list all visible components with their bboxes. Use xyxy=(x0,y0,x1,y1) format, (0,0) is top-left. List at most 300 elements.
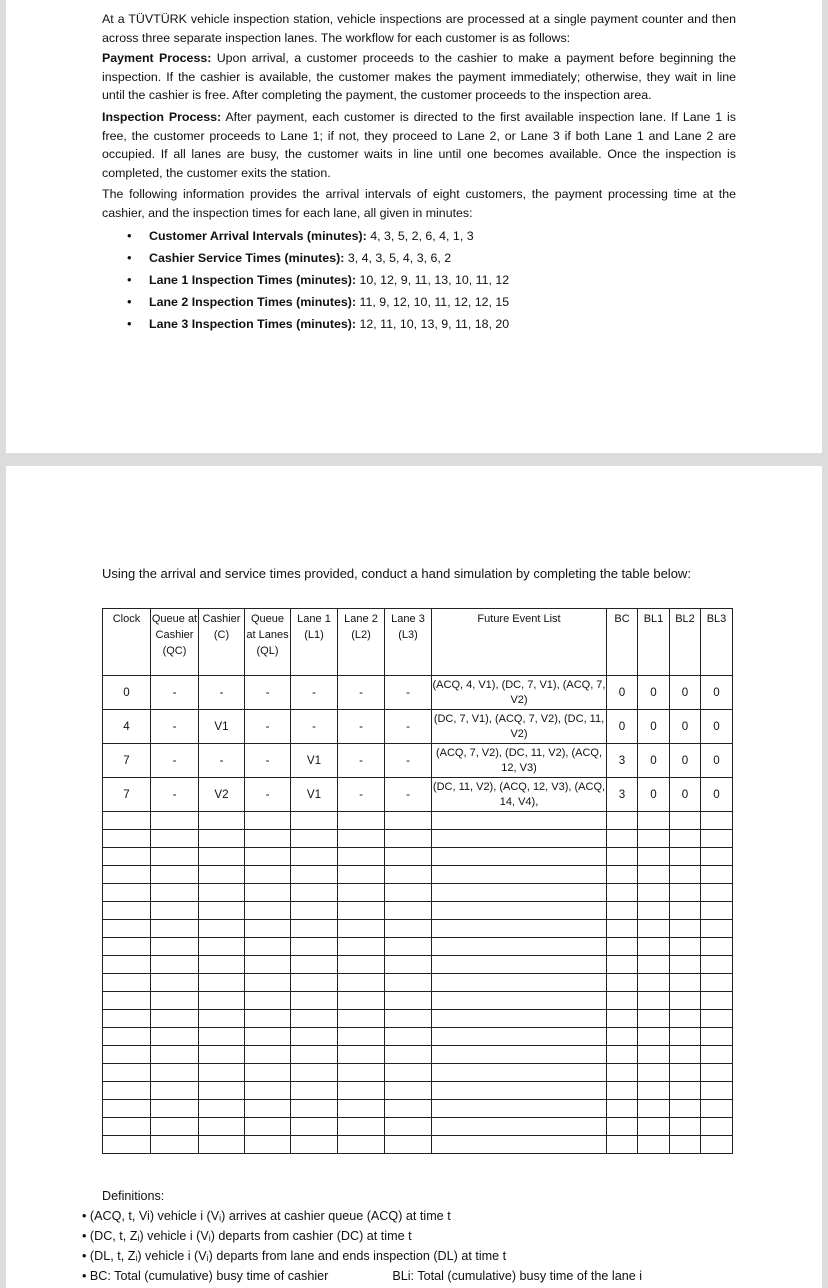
table-cell-empty xyxy=(103,1046,151,1064)
table-cell-empty xyxy=(638,920,670,938)
inspection-label: Inspection Process: xyxy=(102,109,222,124)
table-cell-empty xyxy=(103,992,151,1010)
table-row-empty xyxy=(103,1100,733,1118)
table-cell-empty xyxy=(701,1064,733,1082)
table-cell-empty xyxy=(701,956,733,974)
table-cell-empty xyxy=(638,1028,670,1046)
table-cell-empty xyxy=(199,938,245,956)
table-cell-empty xyxy=(103,1082,151,1100)
table-cell-empty xyxy=(385,902,432,920)
table-cell-empty xyxy=(432,1064,607,1082)
table-cell-empty xyxy=(638,1064,670,1082)
table-cell-empty xyxy=(338,992,385,1010)
table-cell-empty xyxy=(607,1028,638,1046)
table-cell: 0 xyxy=(701,676,733,710)
table-cell-empty xyxy=(385,1064,432,1082)
table-cell-empty xyxy=(199,1046,245,1064)
table-cell-empty xyxy=(338,1064,385,1082)
table-cell-empty xyxy=(638,902,670,920)
table-cell-empty xyxy=(607,1100,638,1118)
table-cell-empty xyxy=(670,1046,701,1064)
table-cell-empty xyxy=(291,848,338,866)
table-cell-empty xyxy=(199,1100,245,1118)
table-cell-empty xyxy=(103,956,151,974)
table-cell: 3 xyxy=(607,778,638,812)
table-cell-empty xyxy=(432,1136,607,1154)
table-cell: - xyxy=(291,676,338,710)
table-cell-empty xyxy=(432,866,607,884)
table-row-empty xyxy=(103,1082,733,1100)
header-cashier: Cashier (C) xyxy=(199,609,245,676)
table-row-empty xyxy=(103,938,733,956)
table-cell-empty xyxy=(151,974,199,992)
table-cell-empty xyxy=(338,884,385,902)
table-cell-empty xyxy=(103,1064,151,1082)
table-cell-empty xyxy=(670,848,701,866)
table-cell: - xyxy=(385,710,432,744)
table-cell: - xyxy=(151,676,199,710)
bullet-values: 12, 11, 10, 13, 9, 11, 18, 20 xyxy=(359,316,510,331)
table-cell-empty xyxy=(432,830,607,848)
table-cell-empty xyxy=(607,1082,638,1100)
table-row xyxy=(103,744,733,778)
table-cell-empty xyxy=(432,956,607,974)
table-cell-empty xyxy=(338,866,385,884)
table-cell-empty xyxy=(670,974,701,992)
table-row-empty xyxy=(103,1028,733,1046)
table-cell-empty xyxy=(245,884,291,902)
table-cell-empty xyxy=(199,1028,245,1046)
table-cell-empty xyxy=(151,1028,199,1046)
table-cell-empty xyxy=(151,956,199,974)
table-cell-empty xyxy=(245,920,291,938)
table-cell: - xyxy=(385,744,432,778)
table-cell-empty xyxy=(638,866,670,884)
table-cell-empty xyxy=(638,848,670,866)
table-cell-empty xyxy=(338,830,385,848)
table-cell: V1 xyxy=(291,744,338,778)
table-cell-empty xyxy=(607,992,638,1010)
table-cell-empty xyxy=(199,1010,245,1028)
table-cell-empty xyxy=(103,1136,151,1154)
header-queue-lanes: Queue at Lanes (QL) xyxy=(245,609,291,676)
table-cell-empty xyxy=(291,1100,338,1118)
table-cell-empty xyxy=(151,848,199,866)
table-cell-empty xyxy=(670,812,701,830)
table-row-empty xyxy=(103,920,733,938)
table-row-empty xyxy=(103,1118,733,1136)
list-item xyxy=(102,247,736,269)
table-cell-empty xyxy=(199,848,245,866)
bullet-label: Lane 3 Inspection Times (minutes): xyxy=(149,316,357,331)
table-cell-empty xyxy=(291,830,338,848)
payment-text: Upon arrival, a customer proceeds to the cashier to make a payment before beginning the inspection. If the cashier is available, the customer makes the payment immediately; otherwise, they wait in line until the cashier is free. After completing the payment, the customer proceeds to the inspection area. xyxy=(102,51,736,103)
table-cell-empty xyxy=(151,1082,199,1100)
table-row-empty xyxy=(103,812,733,830)
table-cell-empty xyxy=(103,866,151,884)
table-cell-empty xyxy=(607,1010,638,1028)
table-cell-empty xyxy=(432,974,607,992)
table-cell-empty xyxy=(338,974,385,992)
table-cell-empty xyxy=(291,920,338,938)
table-cell-empty xyxy=(701,1082,733,1100)
table-cell-empty xyxy=(151,1100,199,1118)
table-cell-empty xyxy=(103,1118,151,1136)
table-cell: 0 xyxy=(638,744,670,778)
table-cell-empty xyxy=(607,1046,638,1064)
table-cell: 0 xyxy=(670,744,701,778)
table-cell-empty xyxy=(338,1046,385,1064)
simulation-table xyxy=(102,608,733,1154)
table-cell: 0 xyxy=(701,744,733,778)
table-cell: (ACQ, 4, V1), (DC, 7, V1), (ACQ, 7, V2) xyxy=(432,676,607,710)
table-cell-empty xyxy=(701,938,733,956)
table-cell-empty xyxy=(245,902,291,920)
table-cell-empty xyxy=(291,1046,338,1064)
table-cell-empty xyxy=(638,1136,670,1154)
table-cell: V2 xyxy=(199,778,245,812)
table-cell: - xyxy=(151,778,199,812)
bullet-values: 4, 3, 5, 2, 6, 4, 1, 3 xyxy=(370,228,474,243)
table-cell-empty xyxy=(291,866,338,884)
table-cell: - xyxy=(338,778,385,812)
table-cell-empty xyxy=(638,1046,670,1064)
table-cell: - xyxy=(245,676,291,710)
table-cell: - xyxy=(291,710,338,744)
table-cell-empty xyxy=(199,974,245,992)
table-cell-empty xyxy=(670,902,701,920)
table-cell-empty xyxy=(151,866,199,884)
table-cell: 7 xyxy=(103,778,151,812)
table-cell-empty xyxy=(432,848,607,866)
header-bc: BC xyxy=(607,609,638,676)
problem-statement xyxy=(102,10,736,335)
table-cell-empty xyxy=(338,1010,385,1028)
table-cell-empty xyxy=(432,884,607,902)
definitions-title: Definitions: xyxy=(102,1189,165,1203)
payment-paragraph xyxy=(102,49,736,105)
table-cell-empty xyxy=(103,938,151,956)
table-cell-empty xyxy=(199,812,245,830)
table-cell-empty xyxy=(103,884,151,902)
table-cell-empty xyxy=(199,1082,245,1100)
table-cell: 3 xyxy=(607,744,638,778)
definition-bli: BLi: Total (cumulative) busy time of the lane i xyxy=(392,1269,643,1283)
table-cell-empty xyxy=(338,1100,385,1118)
table-cell-empty xyxy=(607,866,638,884)
table-cell-empty xyxy=(103,830,151,848)
header-lane-3: Lane 3 (L3) xyxy=(385,609,432,676)
table-cell-empty xyxy=(385,1136,432,1154)
table-cell-empty xyxy=(638,956,670,974)
table-cell-empty xyxy=(245,974,291,992)
table-cell-empty xyxy=(245,830,291,848)
table-cell-empty xyxy=(432,812,607,830)
table-cell-empty xyxy=(151,992,199,1010)
table-cell-empty xyxy=(670,1010,701,1028)
table-cell: 7 xyxy=(103,744,151,778)
table-cell-empty xyxy=(385,884,432,902)
definition-item: • (DL, t, Zᵢ) vehicle i (Vᵢ) departs from lane and ends inspection (DL) at time t xyxy=(82,1249,507,1263)
table-cell-empty xyxy=(199,956,245,974)
table-row-empty xyxy=(103,884,733,902)
table-cell-empty xyxy=(151,1010,199,1028)
table-cell: 0 xyxy=(670,778,701,812)
table-cell: 0 xyxy=(638,710,670,744)
table-cell-empty xyxy=(701,1010,733,1028)
table-cell-empty xyxy=(103,848,151,866)
table-cell-empty xyxy=(338,1118,385,1136)
table-cell-empty xyxy=(432,1100,607,1118)
table-cell-empty xyxy=(432,1046,607,1064)
table-row-empty xyxy=(103,830,733,848)
table-row-empty xyxy=(103,1064,733,1082)
table-cell-empty xyxy=(245,1046,291,1064)
table-cell-empty xyxy=(291,884,338,902)
table-cell-empty xyxy=(701,1046,733,1064)
table-row-empty xyxy=(103,974,733,992)
table-cell-empty xyxy=(607,884,638,902)
list-item xyxy=(102,313,736,335)
bullet-values: 3, 4, 3, 5, 4, 3, 6, 2 xyxy=(347,250,452,265)
table-cell-empty xyxy=(670,866,701,884)
table-row-empty xyxy=(103,1136,733,1154)
table-cell-empty xyxy=(199,920,245,938)
table-cell-empty xyxy=(638,1100,670,1118)
table-cell-empty xyxy=(338,1136,385,1154)
table-cell-empty xyxy=(103,1028,151,1046)
header-bl1: BL1 xyxy=(638,609,670,676)
definition-bc: • BC: Total (cumulative) busy time of cashier xyxy=(82,1269,329,1283)
table-cell-empty xyxy=(291,992,338,1010)
table-cell-empty xyxy=(385,1028,432,1046)
table-cell: 0 xyxy=(638,778,670,812)
table-cell-empty xyxy=(245,866,291,884)
table-cell-empty xyxy=(199,1136,245,1154)
table-cell-empty xyxy=(607,902,638,920)
table-row xyxy=(103,710,733,744)
table-cell-empty xyxy=(670,884,701,902)
table-cell-empty xyxy=(638,1118,670,1136)
table-cell-empty xyxy=(291,1010,338,1028)
table-cell-empty xyxy=(385,920,432,938)
table-cell-empty xyxy=(151,938,199,956)
simulation-table-body xyxy=(103,676,733,1154)
table-cell-empty xyxy=(607,1064,638,1082)
table-cell-empty xyxy=(638,992,670,1010)
table-cell-empty xyxy=(701,830,733,848)
table-cell-empty xyxy=(607,920,638,938)
page-1 xyxy=(6,0,822,453)
table-cell-empty xyxy=(638,884,670,902)
table-cell-empty xyxy=(638,812,670,830)
table-cell-empty xyxy=(245,1136,291,1154)
table-cell: 0 xyxy=(670,676,701,710)
intro-paragraph: At a TÜVTÜRK vehicle inspection station, vehicle inspections are processed at a single payment counter and then across three separate inspection lanes. The workflow for each customer is as follows: xyxy=(102,12,736,45)
page-2 xyxy=(6,466,822,1288)
table-cell-empty xyxy=(385,812,432,830)
table-cell-empty xyxy=(245,1028,291,1046)
bullet-label: Customer Arrival Intervals (minutes): xyxy=(149,228,367,243)
table-cell: 0 xyxy=(638,676,670,710)
table-cell-empty xyxy=(670,1100,701,1118)
table-cell: - xyxy=(245,744,291,778)
inspection-paragraph xyxy=(102,108,736,182)
table-cell-empty xyxy=(670,956,701,974)
table-cell-empty xyxy=(607,848,638,866)
table-cell-empty xyxy=(701,920,733,938)
header-bl3: BL3 xyxy=(701,609,733,676)
definition-item: • (ACQ, t, Vi) vehicle i (Vᵢ) arrives at cashier queue (ACQ) at time t xyxy=(82,1209,451,1223)
table-cell-empty xyxy=(607,938,638,956)
table-cell-empty xyxy=(103,1100,151,1118)
table-cell: - xyxy=(385,676,432,710)
table-cell: - xyxy=(199,676,245,710)
definition-item-busy-times xyxy=(82,1266,642,1286)
table-cell-empty xyxy=(701,902,733,920)
table-cell-empty xyxy=(151,830,199,848)
table-cell-empty xyxy=(338,1082,385,1100)
table-cell-empty xyxy=(670,1028,701,1046)
header-bl2: BL2 xyxy=(670,609,701,676)
table-cell-empty xyxy=(607,1136,638,1154)
header-queue-cashier: Queue at Cashier (QC) xyxy=(151,609,199,676)
table-cell-empty xyxy=(385,1118,432,1136)
header-future-event-list: Future Event List xyxy=(432,609,607,676)
table-cell-empty xyxy=(338,920,385,938)
table-cell-empty xyxy=(701,884,733,902)
table-cell-empty xyxy=(151,1046,199,1064)
table-cell-empty xyxy=(432,1082,607,1100)
table-cell-empty xyxy=(701,848,733,866)
header-lane-1: Lane 1 (L1) xyxy=(291,609,338,676)
table-cell-empty xyxy=(670,920,701,938)
table-cell-empty xyxy=(103,974,151,992)
table-cell-empty xyxy=(385,1010,432,1028)
table-cell-empty xyxy=(607,974,638,992)
table-cell: 4 xyxy=(103,710,151,744)
table-cell-empty xyxy=(151,1064,199,1082)
table-cell-empty xyxy=(701,974,733,992)
table-cell-empty xyxy=(385,974,432,992)
table-cell-empty xyxy=(638,974,670,992)
header-lane-2: Lane 2 (L2) xyxy=(338,609,385,676)
table-cell: - xyxy=(385,778,432,812)
table-cell-empty xyxy=(432,920,607,938)
table-cell: - xyxy=(199,744,245,778)
table-cell-empty xyxy=(638,938,670,956)
data-bullet-list xyxy=(102,225,736,335)
table-cell: 0 xyxy=(670,710,701,744)
table-row-empty xyxy=(103,956,733,974)
list-item xyxy=(102,291,736,313)
table-cell: - xyxy=(338,676,385,710)
table-cell-empty xyxy=(385,848,432,866)
table-cell-empty xyxy=(199,1064,245,1082)
table-cell-empty xyxy=(701,992,733,1010)
table-cell-empty xyxy=(432,1118,607,1136)
table-cell-empty xyxy=(199,1118,245,1136)
table-cell-empty xyxy=(701,1028,733,1046)
payment-label: Payment Process: xyxy=(102,51,212,66)
table-cell-empty xyxy=(291,938,338,956)
table-row-empty xyxy=(103,848,733,866)
table-cell: V1 xyxy=(199,710,245,744)
table-cell-empty xyxy=(291,1136,338,1154)
table-cell-empty xyxy=(245,1064,291,1082)
table-cell-empty xyxy=(607,830,638,848)
table-cell-empty xyxy=(701,1118,733,1136)
table-row-empty xyxy=(103,866,733,884)
inspection-text: After payment, each customer is directed to the first available inspection lane. If Lane 1 is free, the customer proceeds to Lane 1; if not, they proceed to Lane 2, or Lane 3 if both Lane 1 and Lane 2 are occupied. If all lanes are busy, the customer waits in line until one becomes available. Once the inspection is completed, the customer exits the station. xyxy=(102,109,736,180)
table-cell-empty xyxy=(245,848,291,866)
table-cell-empty xyxy=(670,1064,701,1082)
info-paragraph: The following information provides the arrival intervals of eight customers, the payment processing time at the cashier, and the inspection times for each lane, all given in minutes: xyxy=(102,187,736,220)
table-cell: - xyxy=(245,778,291,812)
table-cell-empty xyxy=(638,1082,670,1100)
table-cell-empty xyxy=(701,1100,733,1118)
table-cell-empty xyxy=(245,1082,291,1100)
table-row-empty xyxy=(103,902,733,920)
table-cell-empty xyxy=(245,956,291,974)
table-cell-empty xyxy=(607,956,638,974)
table-cell-empty xyxy=(607,1118,638,1136)
table-cell-empty xyxy=(432,938,607,956)
table-cell-empty xyxy=(103,1010,151,1028)
table-cell: 0 xyxy=(701,778,733,812)
table-cell-empty xyxy=(103,812,151,830)
list-item xyxy=(102,269,736,291)
table-cell-empty xyxy=(432,1028,607,1046)
bullet-values: 10, 12, 9, 11, 13, 10, 11, 12 xyxy=(359,272,510,287)
table-cell: V1 xyxy=(291,778,338,812)
table-cell-empty xyxy=(338,902,385,920)
table-cell-empty xyxy=(385,992,432,1010)
table-cell-empty xyxy=(291,1064,338,1082)
table-cell-empty xyxy=(103,902,151,920)
table-cell-empty xyxy=(432,992,607,1010)
table-cell-empty xyxy=(338,938,385,956)
table-cell-empty xyxy=(670,1136,701,1154)
table-cell-empty xyxy=(432,1010,607,1028)
definition-item: • (DC, t, Zᵢ) vehicle i (Vᵢ) departs from cashier (DC) at time t xyxy=(82,1229,412,1243)
table-cell-empty xyxy=(245,1010,291,1028)
table-cell-empty xyxy=(385,1100,432,1118)
table-cell-empty xyxy=(151,902,199,920)
table-cell-empty xyxy=(199,884,245,902)
table-cell-empty xyxy=(701,1136,733,1154)
header-clock: Clock xyxy=(103,609,151,676)
table-cell-empty xyxy=(151,884,199,902)
table-cell-empty xyxy=(291,974,338,992)
table-cell-empty xyxy=(638,1010,670,1028)
table-cell-empty xyxy=(151,1136,199,1154)
table-cell-empty xyxy=(432,902,607,920)
table-row-empty xyxy=(103,1010,733,1028)
table-cell: - xyxy=(338,710,385,744)
table-cell-empty xyxy=(291,1118,338,1136)
table-row-empty xyxy=(103,992,733,1010)
table-cell-empty xyxy=(338,812,385,830)
list-item xyxy=(102,225,736,247)
table-cell-empty xyxy=(245,938,291,956)
definitions xyxy=(82,1186,642,1286)
table-cell-empty xyxy=(199,830,245,848)
table-cell-empty xyxy=(199,992,245,1010)
table-cell-empty xyxy=(607,812,638,830)
table-cell-empty xyxy=(291,812,338,830)
table-cell: 0 xyxy=(607,676,638,710)
